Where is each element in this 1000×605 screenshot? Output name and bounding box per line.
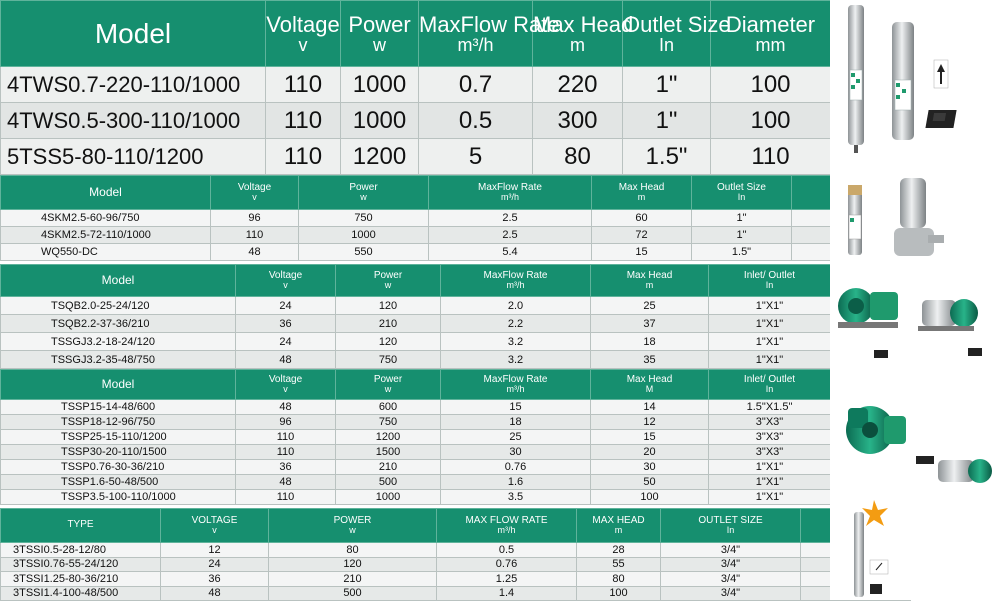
header-model: Model [1, 265, 236, 297]
cell-flow: 5.4 [429, 244, 592, 261]
cell-voltage: 96 [236, 415, 336, 430]
header-inlet-outlet: Inlet/ Outlet In [709, 370, 831, 400]
cell-outlet: 1.5" [623, 139, 711, 175]
cell-type: 3TSSI1.25-80-36/210 [1, 572, 161, 587]
table-header-row [1, 509, 911, 543]
cell-inlet-outlet: 1"X1" [709, 475, 831, 490]
table-row [1, 415, 831, 430]
table-row [1, 103, 831, 139]
cell-power: 750 [299, 210, 429, 227]
cell-flow: 25 [441, 430, 591, 445]
cell-head: 50 [591, 475, 709, 490]
header-max-flow-rate: MaxFlow Rate m³/h [419, 1, 533, 67]
cell-power: 1200 [341, 139, 419, 175]
product-photo-strip [830, 0, 1000, 600]
cell-flow: 5 [419, 139, 533, 175]
cell-inlet-outlet: 3"X3" [709, 445, 831, 460]
cell-flow: 2.0 [441, 297, 591, 315]
cell-voltage: 96 [211, 210, 299, 227]
product-photos [830, 0, 1000, 600]
cell-outlet: 1" [692, 210, 792, 227]
cell-inlet-outlet: 1"X1" [709, 460, 831, 475]
cell-model: TSSP1.6-50-48/500 [1, 475, 236, 490]
cell-power: 600 [336, 400, 441, 415]
cell-inlet-outlet: 1"X1" [709, 333, 831, 351]
cell-model: TSSGJ3.2-18-24/120 [1, 333, 236, 351]
table-row [1, 586, 911, 601]
cell-inlet-outlet: 1"X1" [709, 315, 831, 333]
header-voltage: VOLTAGE v [161, 509, 269, 543]
table-row [1, 297, 831, 315]
table-header-row [1, 265, 831, 297]
cell-head: 18 [591, 333, 709, 351]
table-row [1, 244, 916, 261]
cell-outlet: 1" [623, 67, 711, 103]
cell-flow: 2.5 [429, 227, 592, 244]
cell-diameter: 100 [711, 67, 831, 103]
table-row [1, 445, 831, 460]
table-header-row [1, 370, 831, 400]
cell-model: TSQB2.2-37-36/210 [1, 315, 236, 333]
cell-flow: 18 [441, 415, 591, 430]
cell-outlet: 3/4" [661, 557, 801, 572]
cell-head: 30 [591, 460, 709, 475]
header-max-head: Max Head m [592, 176, 692, 210]
cell-power: 1000 [341, 103, 419, 139]
header-model: Model [1, 370, 236, 400]
header-max-flow-rate: MaxFlow Rate m³/h [441, 265, 591, 297]
cell-power: 500 [336, 475, 441, 490]
cell-flow: 0.5 [437, 543, 577, 558]
cell-head: 12 [591, 415, 709, 430]
cell-voltage: 12 [161, 543, 269, 558]
cell-head: 28 [577, 543, 661, 558]
cell-flow: 0.76 [441, 460, 591, 475]
header-diameter: Diameter mm [711, 1, 831, 67]
cell-power: 120 [269, 557, 437, 572]
header-voltage: Voltage v [211, 176, 299, 210]
cell-voltage: 36 [236, 460, 336, 475]
cell-head: 300 [533, 103, 623, 139]
cell-head: 80 [577, 572, 661, 587]
header-voltage: Voltage v [236, 370, 336, 400]
cell-power: 120 [336, 297, 441, 315]
cell-diameter: 110 [711, 139, 831, 175]
table-row [1, 139, 831, 175]
header-voltage: Voltage v [266, 1, 341, 67]
cell-voltage: 110 [236, 445, 336, 460]
table-row [1, 351, 831, 369]
table-row [1, 460, 831, 475]
cell-model: TSQB2.0-25-24/120 [1, 297, 236, 315]
controller-box-photo [925, 110, 956, 128]
cell-head: 14 [591, 400, 709, 415]
cell-head: 220 [533, 67, 623, 103]
cell-head: 100 [577, 586, 661, 601]
table-row [1, 210, 916, 227]
table-row [1, 490, 831, 505]
table-row [1, 543, 911, 558]
spec-table-3 [0, 264, 831, 369]
cell-model: WQ550-DC [1, 244, 211, 261]
cell-power: 500 [269, 586, 437, 601]
table-row [1, 475, 831, 490]
cell-model: 4TWS0.5-300-110/1000 [1, 103, 266, 139]
cell-model: TSSP3.5-100-110/1000 [1, 490, 236, 505]
submersible-pump-4tws-photo [848, 5, 864, 153]
cell-inlet-outlet: 1"X1" [709, 297, 831, 315]
cell-head: 60 [592, 210, 692, 227]
pool-pump-tssp-photo [846, 406, 906, 454]
cell-type: 3TSSI1.4-100-48/500 [1, 586, 161, 601]
header-max-flow-rate: MaxFlow Rate m³/h [441, 370, 591, 400]
cell-inlet-outlet: 1"X1" [709, 351, 831, 369]
table-row [1, 572, 911, 587]
cell-outlet: 1" [623, 103, 711, 139]
cell-head: 15 [592, 244, 692, 261]
header-max-flow-rate: MAX FLOW RATE m³/h [437, 509, 577, 543]
cell-head: 72 [592, 227, 692, 244]
cell-head: 15 [591, 430, 709, 445]
cell-outlet: 3/4" [661, 572, 801, 587]
cell-power: 1200 [336, 430, 441, 445]
cell-power: 750 [336, 415, 441, 430]
cell-model: TSSP18-12-96/750 [1, 415, 236, 430]
sewage-pump-wq-photo [894, 178, 944, 256]
cell-head: 35 [591, 351, 709, 369]
cell-flow: 1.4 [437, 586, 577, 601]
header-max-head: Max Head m [533, 1, 623, 67]
spec-table-2 [0, 175, 916, 261]
cell-voltage: 48 [161, 586, 269, 601]
table-row [1, 430, 831, 445]
cell-model: TSSP15-14-48/600 [1, 400, 236, 415]
cell-power: 1000 [341, 67, 419, 103]
cell-power: 750 [336, 351, 441, 369]
cell-head: 20 [591, 445, 709, 460]
spec-table-1 [0, 0, 831, 175]
table-row [1, 400, 831, 415]
header-type: TYPE [1, 509, 161, 543]
cell-diameter: 100 [711, 103, 831, 139]
cell-flow: 30 [441, 445, 591, 460]
cell-power: 1000 [336, 490, 441, 505]
header-outlet-size: OUTLET SIZE In [661, 509, 801, 543]
cell-power: 550 [299, 244, 429, 261]
table-row [1, 333, 831, 351]
cell-flow: 1.25 [437, 572, 577, 587]
arrow-up-icon [934, 60, 948, 88]
cell-voltage: 24 [161, 557, 269, 572]
cell-voltage: 48 [236, 400, 336, 415]
header-power: Power w [336, 265, 441, 297]
cell-flow: 3.2 [441, 351, 591, 369]
header-max-head: Max Head m [591, 265, 709, 297]
cell-power: 210 [269, 572, 437, 587]
header-voltage: Voltage v [236, 265, 336, 297]
cell-head: 37 [591, 315, 709, 333]
cell-outlet: 1.5" [692, 244, 792, 261]
cell-voltage: 110 [211, 227, 299, 244]
table-row [1, 315, 831, 333]
cell-power: 80 [269, 543, 437, 558]
cell-flow: 1.6 [441, 475, 591, 490]
cell-voltage: 48 [236, 351, 336, 369]
jet-pump-tssgj-photo [918, 299, 982, 356]
deep-well-pump-4skm-photo [848, 185, 862, 255]
cell-voltage: 110 [266, 139, 341, 175]
table-row [1, 227, 916, 244]
header-inlet-outlet: Inlet/ Outlet In [709, 265, 831, 297]
header-power: Power w [336, 370, 441, 400]
cell-voltage: 110 [236, 430, 336, 445]
cell-power: 210 [336, 315, 441, 333]
cell-flow: 0.5 [419, 103, 533, 139]
cell-model: 4SKM2.5-60-96/750 [1, 210, 211, 227]
cell-power: 120 [336, 333, 441, 351]
cell-inlet-outlet: 1"X1" [709, 490, 831, 505]
spec-table-5 [0, 508, 911, 601]
cell-inlet-outlet: 3"X3" [709, 415, 831, 430]
header-model: Model [1, 176, 211, 210]
cell-outlet: 3/4" [661, 543, 801, 558]
cell-inlet-outlet: 3"X3" [709, 430, 831, 445]
submersible-pump-5tss-photo [892, 22, 914, 140]
cell-voltage: 24 [236, 297, 336, 315]
table-row [1, 67, 831, 103]
header-power: Power w [341, 1, 419, 67]
cell-model: TSSP30-20-110/1500 [1, 445, 236, 460]
cell-voltage: 36 [161, 572, 269, 587]
cell-voltage: 110 [236, 490, 336, 505]
cell-flow: 0.76 [437, 557, 577, 572]
cell-type: 3TSSI0.5-28-12/80 [1, 543, 161, 558]
cell-model: 5TSS5-80-110/1200 [1, 139, 266, 175]
cell-model: TSSP0.76-30-36/210 [1, 460, 236, 475]
cell-head: 55 [577, 557, 661, 572]
cell-inlet-outlet: 1.5"X1.5" [709, 400, 831, 415]
header-outlet-size: Outlet Size In [623, 1, 711, 67]
cell-voltage: 36 [236, 315, 336, 333]
spec-table-4 [0, 369, 831, 505]
cell-voltage: 110 [266, 103, 341, 139]
cell-head: 80 [533, 139, 623, 175]
header-max-head: Max Head M [591, 370, 709, 400]
cell-voltage: 48 [211, 244, 299, 261]
cell-flow: 3.5 [441, 490, 591, 505]
cell-type: 3TSSI0.76-55-24/120 [1, 557, 161, 572]
cell-flow: 2.5 [429, 210, 592, 227]
cell-flow: 2.2 [441, 315, 591, 333]
table-header-row [1, 1, 831, 67]
header-max-head: MAX HEAD m [577, 509, 661, 543]
cell-model: 4SKM2.5-72-110/1000 [1, 227, 211, 244]
cell-model: TSSP25-15-110/1200 [1, 430, 236, 445]
small-submersible-pump-3tssi-photo [854, 500, 888, 597]
cell-power: 210 [336, 460, 441, 475]
header-model: Model [1, 1, 266, 67]
cell-outlet: 1" [692, 227, 792, 244]
surface-pump-tsqb-photo [838, 288, 898, 358]
header-power: Power w [299, 176, 429, 210]
peripheral-pump-tssp-photo [916, 456, 992, 483]
cell-power: 1000 [299, 227, 429, 244]
cell-flow: 0.7 [419, 67, 533, 103]
cell-model: 4TWS0.7-220-110/1000 [1, 67, 266, 103]
cell-flow: 3.2 [441, 333, 591, 351]
cell-power: 1500 [336, 445, 441, 460]
header-outlet-size: Outlet Size In [692, 176, 792, 210]
cell-model: TSSGJ3.2-35-48/750 [1, 351, 236, 369]
cell-outlet: 3/4" [661, 586, 801, 601]
cell-voltage: 24 [236, 333, 336, 351]
cell-head: 100 [591, 490, 709, 505]
table-row [1, 557, 911, 572]
cell-flow: 15 [441, 400, 591, 415]
table-header-row [1, 176, 916, 210]
header-power: POWER w [269, 509, 437, 543]
header-max-flow-rate: MaxFlow Rate m³/h [429, 176, 592, 210]
cell-voltage: 48 [236, 475, 336, 490]
cell-head: 25 [591, 297, 709, 315]
cell-voltage: 110 [266, 67, 341, 103]
